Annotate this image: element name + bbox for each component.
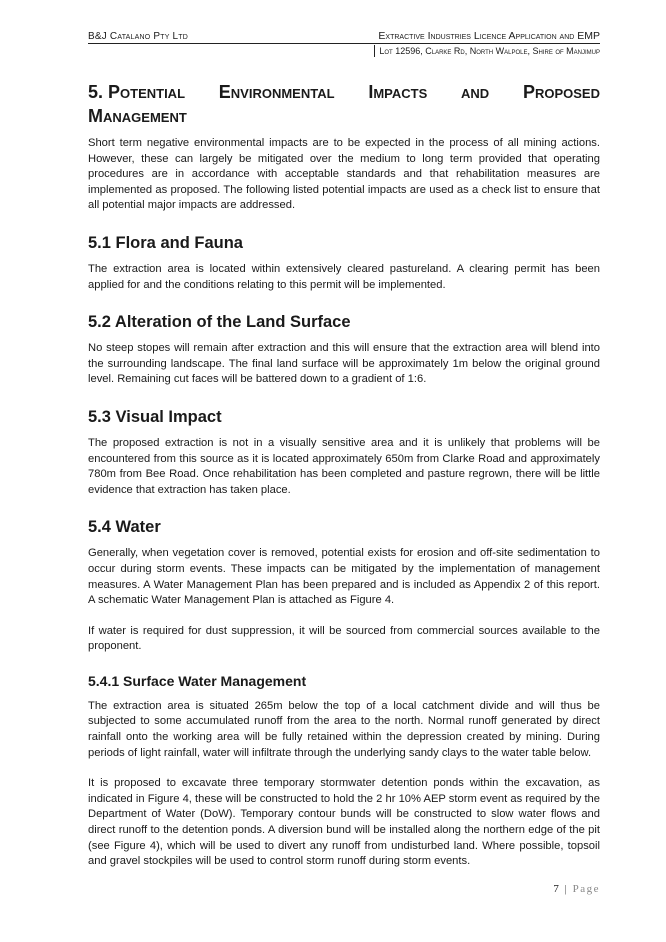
- heading-word: and: [461, 82, 490, 102]
- section-5-1-body: The extraction area is located within extensively cleared pastureland. A clearing permit has been applied for and the conditions relating to this permit will be implemented.: [88, 262, 600, 291]
- heading-word: Impacts: [368, 82, 428, 102]
- header-doc-title: Extractive Industries Licence Application and EMP: [378, 30, 600, 42]
- section-5-1-heading: 5.1 Flora and Fauna: [88, 233, 243, 252]
- section-5-3-heading: 5.3 Visual Impact: [88, 407, 222, 426]
- section-5-4-1-body-1: The extraction area is situated 265m below the top of a local catchment divide and will thus be subjected to some accumulated runoff from the area to the north. Normal runoff generated by direct rainfall onto the working area will be fully retained within the depression created by mining. During periods of light rainfall, water will infiltrate through the underlying sandy clays to the water table below.: [88, 699, 600, 759]
- heading-word: 5. Potential: [88, 82, 186, 102]
- header-rule: [88, 43, 600, 44]
- page-number: 7: [553, 883, 561, 895]
- section-5-2-heading: 5.2 Alteration of the Land Surface: [88, 313, 351, 332]
- section-5-4-body-2: If water is required for dust suppression, it will be sourced from commercial sources available to the proponent.: [88, 624, 600, 653]
- section-5-4-heading: 5.4 Water: [88, 518, 161, 537]
- heading-word: Proposed: [522, 82, 600, 102]
- page-footer: [553, 883, 600, 895]
- section-5-heading: [88, 80, 600, 128]
- section-5-2-body: No steep stopes will remain after extraction and this will ensure that the extraction area will blend into the surrounding landscape. The final land surface will be approximately 1m below the original ground level. Remaining cut faces will be battered down to a gradient of 1:6.: [88, 342, 600, 386]
- section-5-3-body: The proposed extraction is not in a visually sensitive area and it is unlikely that problems will be encountered from this source as it is located approximately 650m from Clarke Road and approximately 780m from Bee Road. Once rehabilitation has been completed and pasture regrown, there will be little evidence that extraction has taken place.: [88, 436, 600, 496]
- section-5-4-1-heading: 5.4.1 Surface Water Management: [88, 672, 307, 689]
- page-content: [88, 80, 600, 870]
- section-5-4-body-1: Generally, when vegetation cover is removed, potential exists for erosion and off-site sedimentation to occur during storm events. These impacts can be mitigated by the implementation of management measures. A Water Management Plan has been prepared and is included as Appendix 2 of this report. A schematic Water Management Plan is attached as Figure 4.: [88, 547, 600, 607]
- page-label: Page: [572, 883, 600, 895]
- header-company: B&J Catalano Pty Ltd: [88, 31, 189, 42]
- heading-word: Environmental: [218, 82, 335, 102]
- section-5-heading-line1: [88, 80, 600, 104]
- section-5-4-1-body-2: It is proposed to excavate three temporary stormwater detention ponds within the excavation, as indicated in Figure 4, these will be constructed to hold the 2 hr 10% AEP storm event as required by the Department of Water (DoW). Temporary contour bunds will be constructed to slow water flows and direct runoff to the detention ponds. A diversion bund will be installed along the northern edge of the pit (see Figure 4), which will be used to divert any runoff from undisturbed land. Where possible, topsoil and gravel stockpiles will be used to control storm runoff during storm events.: [88, 777, 600, 868]
- section-5-heading-line2: Management: [88, 106, 187, 126]
- section-5-intro: Short term negative environmental impacts are to be expected in the process of all mining actions. However, these can largely be mitigated over the medium to long term provided that operating procedures are in accordance with acceptable standards and that rehabilitation measures are implemented as proposed. The following listed potential impacts are used as a check list to ensure that all potential major impacts are addressed.: [88, 137, 600, 212]
- footer-separator: |: [564, 883, 569, 895]
- header-location: Lot 12596, Clarke Rd, North Walpole, Shire of Manjimup: [374, 45, 600, 57]
